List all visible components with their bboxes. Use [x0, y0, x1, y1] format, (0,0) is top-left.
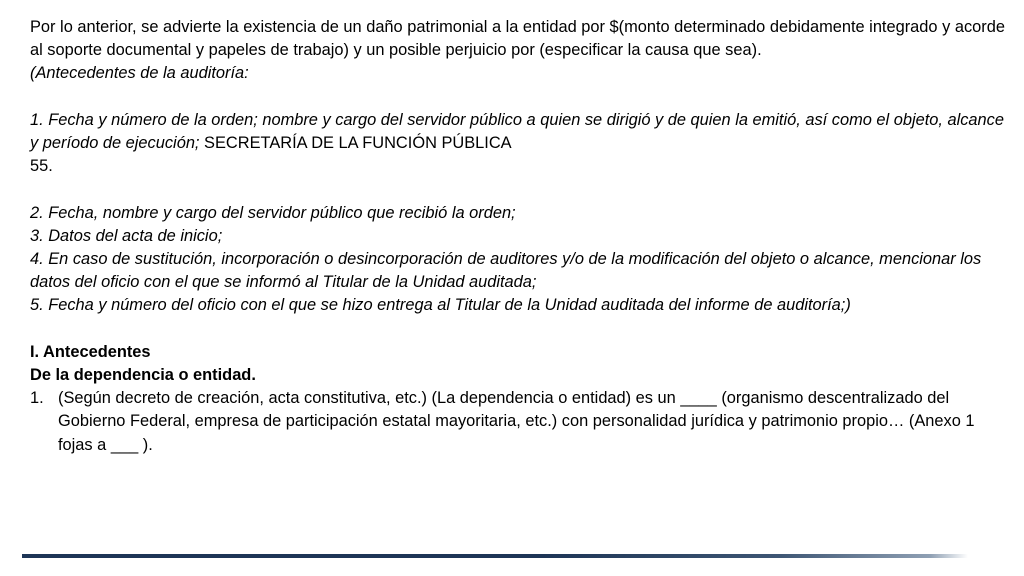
section-subtitle: De la dependencia o entidad.: [30, 366, 256, 384]
item-1: [30, 109, 1005, 155]
list-item-text: (Según decreto de creación, acta constitutiva, etc.) (La dependencia o entidad) es un ____ (organismo descentralizado del Gobierno Federal, empresa de participación estatal mayoritaria, etc.) con personalidad jurídica y patrimonio propio… (Anexo 1 fojas a ___ ).: [58, 389, 975, 454]
item-1-text: 1. Fecha y número de la orden; nombre y cargo del servidor público a quien se dirigió y de quien la emitió, así como el objeto, alcance y período de ejecución;: [30, 110, 1004, 152]
item-5: 5. Fecha y número del oficio con el que se hizo entrega al Titular de la Unidad auditada del informe de auditoría;): [30, 296, 851, 315]
antecedentes-heading: (Antecedentes de la auditoría:: [30, 64, 249, 83]
list-marker: 1.: [30, 389, 44, 408]
section-title: I. Antecedentes: [30, 342, 151, 361]
numbered-list-item: [30, 387, 1005, 457]
document-body: [30, 16, 1005, 457]
footer-agency: SECRETARÍA DE LA FUNCIÓN PÚBLICA: [199, 134, 512, 152]
item-4: 4. En caso de sustitución, incorporación o desincorporación de auditores y/o de la modificación del objeto o alcance, mencionar los datos del oficio con el que se informó al Titular de la Unidad auditada;: [30, 250, 982, 292]
item-2: 2. Fecha, nombre y cargo del servidor público que recibió la orden;: [30, 203, 516, 222]
item-3: 3. Datos del acta de inicio;: [30, 226, 223, 245]
page-number: 55.: [30, 157, 53, 176]
spacer: [30, 178, 1005, 201]
spacer: [30, 86, 1005, 109]
bottom-divider-bar: [22, 554, 968, 558]
spacer: [30, 318, 1005, 341]
intro-paragraph: Por lo anterior, se advierte la existencia de un daño patrimonial a la entidad por $(monto determinado debidamente integrado y acorde al soporte documental y papeles de trabajo) y un posible perjuicio por (especificar la causa que sea).: [30, 18, 1005, 60]
